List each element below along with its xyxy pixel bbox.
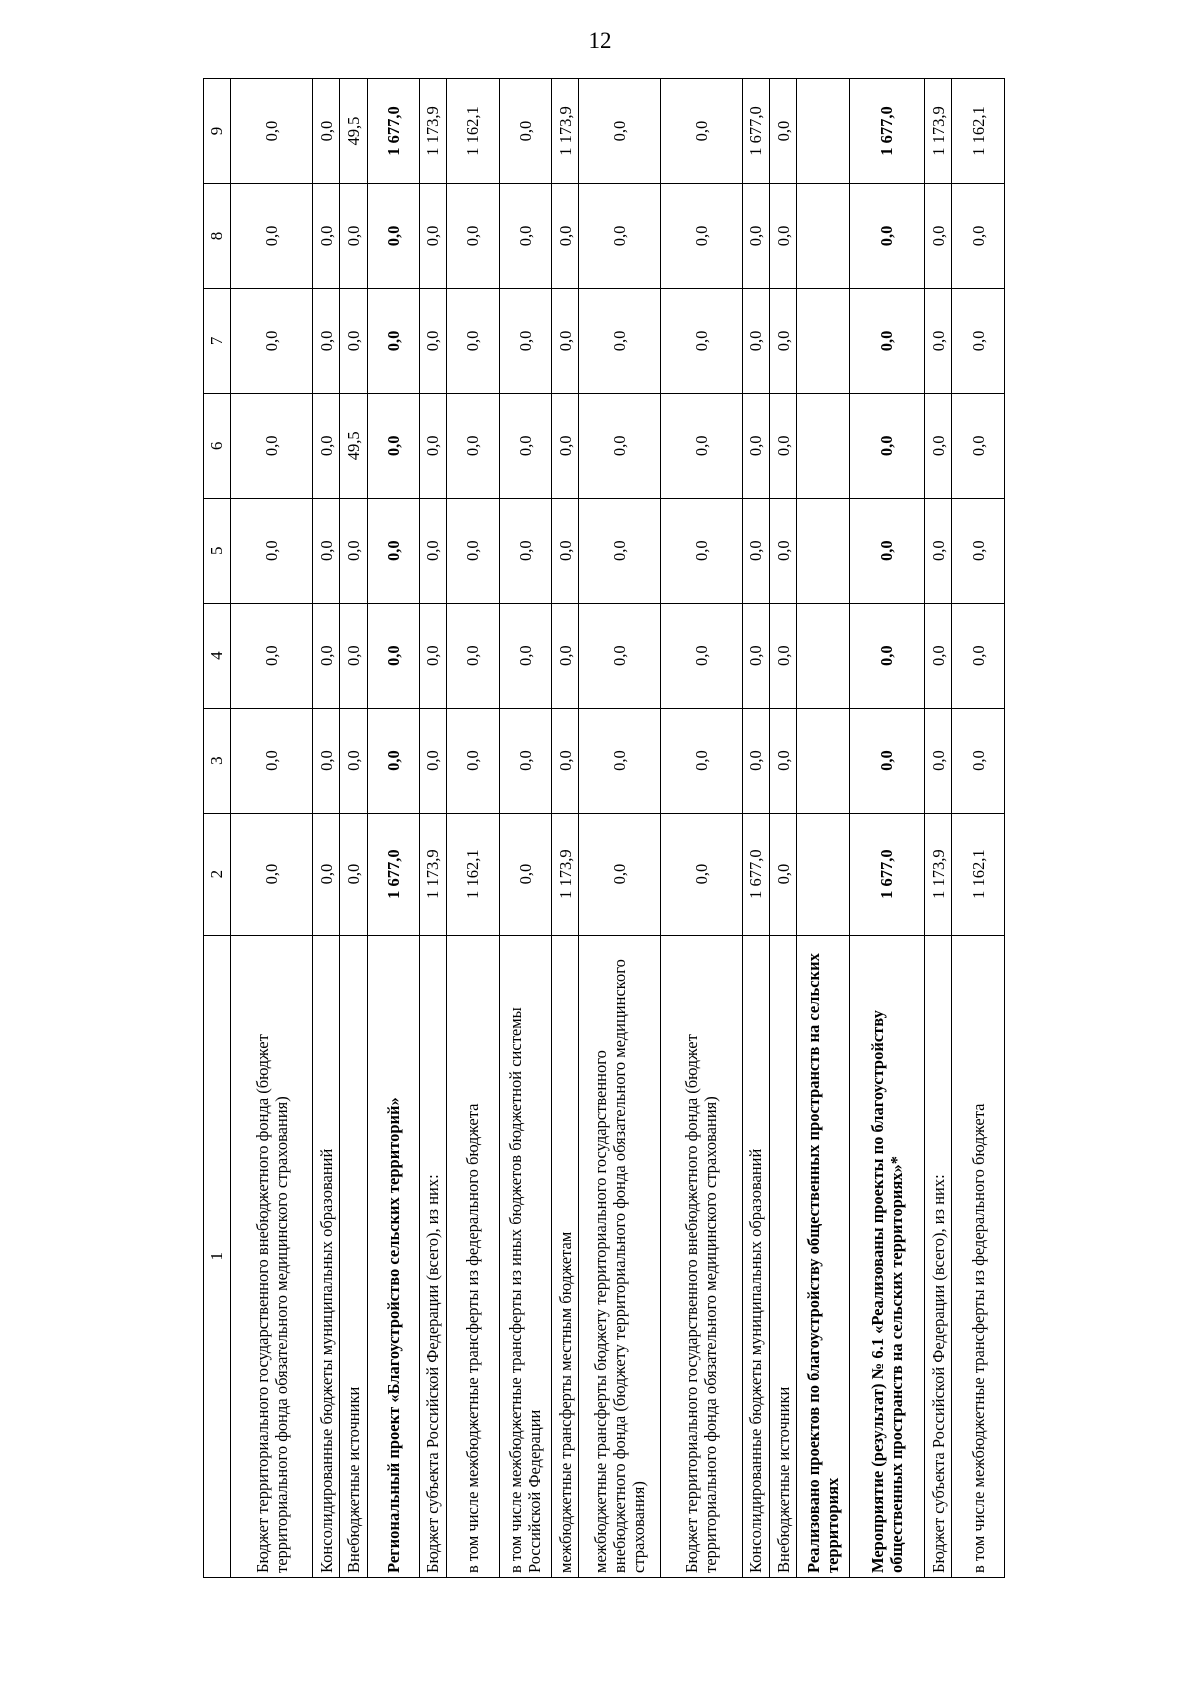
value-cell: 0,0: [499, 498, 551, 603]
value-cell: 0,0: [499, 813, 551, 935]
value-cell: 0,0: [770, 603, 797, 708]
value-cell: 0,0: [661, 708, 743, 813]
value-cell: 1 677,0: [849, 79, 924, 184]
value-cell: 0,0: [447, 288, 499, 393]
value-cell: 0,0: [313, 288, 340, 393]
column-header: 2: [204, 813, 231, 935]
value-cell: 0,0: [579, 603, 661, 708]
header-row: [204, 79, 231, 1578]
value-cell: 0,0: [770, 79, 797, 184]
value-cell: 0,0: [925, 708, 952, 813]
row-label: в том числе межбюджетные трансферты из федерального бюджета: [447, 935, 499, 1577]
value-cell: 0,0: [367, 498, 419, 603]
value-cell: 0,0: [661, 288, 743, 393]
value-cell: 0,0: [849, 708, 924, 813]
value-cell: [797, 393, 849, 498]
row-label: Внебюджетные источники: [770, 935, 797, 1577]
table-row: [499, 79, 551, 1578]
table-row: [770, 79, 797, 1578]
value-cell: 0,0: [770, 813, 797, 935]
value-cell: 1 173,9: [925, 79, 952, 184]
value-cell: 0,0: [579, 184, 661, 289]
value-cell: 0,0: [770, 184, 797, 289]
value-cell: 49,5: [340, 393, 367, 498]
row-label: межбюджетные трансферты местным бюджетам: [551, 935, 578, 1577]
value-cell: 0,0: [849, 603, 924, 708]
value-cell: 0,0: [231, 813, 313, 935]
value-cell: 0,0: [742, 708, 769, 813]
value-cell: 0,0: [551, 288, 578, 393]
value-cell: 0,0: [231, 393, 313, 498]
row-label: Бюджет территориального государственного внебюджетного фонда (бюджет территориального фонда обязательного медицинского страхования): [231, 935, 313, 1577]
value-cell: 0,0: [742, 498, 769, 603]
value-cell: 1 173,9: [419, 79, 446, 184]
value-cell: 0,0: [340, 603, 367, 708]
value-cell: 0,0: [849, 184, 924, 289]
table-row: [231, 79, 313, 1578]
value-cell: 0,0: [313, 79, 340, 184]
value-cell: 0,0: [925, 498, 952, 603]
row-label: Консолидированные бюджеты муниципальных образований: [742, 935, 769, 1577]
value-cell: 1 162,1: [447, 79, 499, 184]
value-cell: 0,0: [770, 288, 797, 393]
value-cell: 0,0: [551, 708, 578, 813]
value-cell: 0,0: [661, 603, 743, 708]
value-cell: 0,0: [849, 498, 924, 603]
value-cell: 0,0: [742, 288, 769, 393]
value-cell: 0,0: [447, 603, 499, 708]
table-row: [447, 79, 499, 1578]
column-header: 6: [204, 393, 231, 498]
value-cell: 1 162,1: [952, 813, 1005, 935]
value-cell: 0,0: [661, 393, 743, 498]
value-cell: 0,0: [579, 813, 661, 935]
value-cell: [797, 708, 849, 813]
value-cell: 0,0: [231, 603, 313, 708]
value-cell: 0,0: [579, 708, 661, 813]
row-label: межбюджетные трансферты бюджету территориального государственного внебюджетного фонда (бюджету территориального фонда обязательного медицинского страхования): [579, 935, 661, 1577]
row-label: Бюджет субъекта Российской Федерации (всего), из них:: [925, 935, 952, 1577]
value-cell: 1 677,0: [742, 813, 769, 935]
page-number: 12: [588, 28, 612, 53]
column-header: 4: [204, 603, 231, 708]
value-cell: 0,0: [367, 603, 419, 708]
value-cell: 0,0: [419, 184, 446, 289]
value-cell: 0,0: [952, 708, 1005, 813]
column-header: 3: [204, 708, 231, 813]
table-row: [340, 79, 367, 1578]
value-cell: 0,0: [340, 813, 367, 935]
budget-table: [203, 78, 1005, 1578]
value-cell: 0,0: [925, 603, 952, 708]
value-cell: 0,0: [340, 184, 367, 289]
value-cell: 0,0: [313, 708, 340, 813]
row-label: Консолидированные бюджеты муниципальных образований: [313, 935, 340, 1577]
value-cell: 0,0: [313, 498, 340, 603]
value-cell: 1 677,0: [367, 79, 419, 184]
row-label: в том числе межбюджетные трансферты из иных бюджетов бюджетной системы Российской Федерации: [499, 935, 551, 1577]
value-cell: 0,0: [367, 288, 419, 393]
value-cell: 0,0: [340, 288, 367, 393]
value-cell: 1 677,0: [367, 813, 419, 935]
value-cell: 0,0: [231, 708, 313, 813]
table-row: [797, 79, 849, 1578]
table-row: [313, 79, 340, 1578]
row-label: Бюджет территориального государственного внебюджетного фонда (бюджет территориального фонда обязательного медицинского страхования): [661, 935, 743, 1577]
value-cell: 0,0: [742, 603, 769, 708]
value-cell: 0,0: [231, 79, 313, 184]
value-cell: 0,0: [313, 393, 340, 498]
value-cell: 0,0: [551, 498, 578, 603]
value-cell: 1 173,9: [419, 813, 446, 935]
table-row: [925, 79, 952, 1578]
value-cell: 1 173,9: [551, 813, 578, 935]
value-cell: 0,0: [447, 393, 499, 498]
value-cell: 0,0: [579, 498, 661, 603]
value-cell: 0,0: [661, 498, 743, 603]
value-cell: 0,0: [770, 708, 797, 813]
value-cell: 0,0: [231, 184, 313, 289]
value-cell: 0,0: [499, 603, 551, 708]
value-cell: 0,0: [849, 288, 924, 393]
value-cell: 0,0: [499, 288, 551, 393]
value-cell: 0,0: [340, 708, 367, 813]
column-header: 9: [204, 79, 231, 184]
value-cell: 0,0: [952, 184, 1005, 289]
column-header: 5: [204, 498, 231, 603]
table-rotator: [203, 78, 1005, 1578]
value-cell: 0,0: [952, 288, 1005, 393]
value-cell: 0,0: [579, 393, 661, 498]
table-row: [661, 79, 743, 1578]
value-cell: 0,0: [419, 288, 446, 393]
value-cell: 0,0: [770, 393, 797, 498]
value-cell: 0,0: [742, 393, 769, 498]
value-cell: [797, 498, 849, 603]
value-cell: 1 677,0: [849, 813, 924, 935]
row-label: Региональный проект «Благоустройство сельских территорий»: [367, 935, 419, 1577]
value-cell: 0,0: [770, 498, 797, 603]
value-cell: 0,0: [579, 79, 661, 184]
table-row: [849, 79, 924, 1578]
value-cell: 0,0: [447, 708, 499, 813]
value-cell: 0,0: [661, 184, 743, 289]
table-row: [952, 79, 1005, 1578]
value-cell: 0,0: [499, 393, 551, 498]
value-cell: 0,0: [367, 708, 419, 813]
column-header: 1: [204, 935, 231, 1577]
value-cell: 0,0: [313, 603, 340, 708]
value-cell: 0,0: [313, 813, 340, 935]
value-cell: 0,0: [551, 393, 578, 498]
row-label: Мероприятие (результат) № 6.1 «Реализованы проекты по благоустройству общественных пространств на сельских территориях»*: [849, 935, 924, 1577]
value-cell: 0,0: [661, 79, 743, 184]
value-cell: 0,0: [419, 498, 446, 603]
value-cell: [797, 603, 849, 708]
value-cell: 0,0: [849, 393, 924, 498]
value-cell: 0,0: [419, 603, 446, 708]
value-cell: 0,0: [499, 79, 551, 184]
value-cell: 0,0: [447, 184, 499, 289]
table-row: [742, 79, 769, 1578]
table-row: [579, 79, 661, 1578]
row-label: Внебюджетные источники: [340, 935, 367, 1577]
column-header: 7: [204, 288, 231, 393]
value-cell: 0,0: [579, 288, 661, 393]
value-cell: 0,0: [499, 184, 551, 289]
column-header: 8: [204, 184, 231, 289]
value-cell: 0,0: [661, 813, 743, 935]
value-cell: 1 162,1: [952, 79, 1005, 184]
value-cell: 0,0: [925, 184, 952, 289]
value-cell: 0,0: [952, 603, 1005, 708]
value-cell: 1 677,0: [742, 79, 769, 184]
table-row: [419, 79, 446, 1578]
value-cell: [797, 288, 849, 393]
value-cell: 0,0: [551, 603, 578, 708]
value-cell: 0,0: [447, 498, 499, 603]
value-cell: 0,0: [340, 498, 367, 603]
table-row: [367, 79, 419, 1578]
value-cell: 0,0: [231, 498, 313, 603]
value-cell: 0,0: [925, 288, 952, 393]
value-cell: 0,0: [952, 498, 1005, 603]
table-row: [551, 79, 578, 1578]
value-cell: [797, 184, 849, 289]
row-label: в том числе межбюджетные трансферты из федерального бюджета: [952, 935, 1005, 1577]
value-cell: 0,0: [742, 184, 769, 289]
value-cell: 0,0: [499, 708, 551, 813]
value-cell: 0,0: [231, 288, 313, 393]
value-cell: 0,0: [419, 393, 446, 498]
value-cell: 0,0: [313, 184, 340, 289]
value-cell: 49,5: [340, 79, 367, 184]
value-cell: 0,0: [367, 184, 419, 289]
value-cell: [797, 79, 849, 184]
value-cell: 1 173,9: [551, 79, 578, 184]
value-cell: 0,0: [952, 393, 1005, 498]
value-cell: 1 173,9: [925, 813, 952, 935]
row-label: Реализовано проектов по благоустройству общественных пространств на сельских территориях: [797, 935, 849, 1577]
value-cell: 0,0: [367, 393, 419, 498]
row-label: Бюджет субъекта Российской Федерации (всего), из них:: [419, 935, 446, 1577]
value-cell: 0,0: [925, 393, 952, 498]
value-cell: 0,0: [551, 184, 578, 289]
value-cell: 1 162,1: [447, 813, 499, 935]
value-cell: 0,0: [419, 708, 446, 813]
value-cell: [797, 813, 849, 935]
